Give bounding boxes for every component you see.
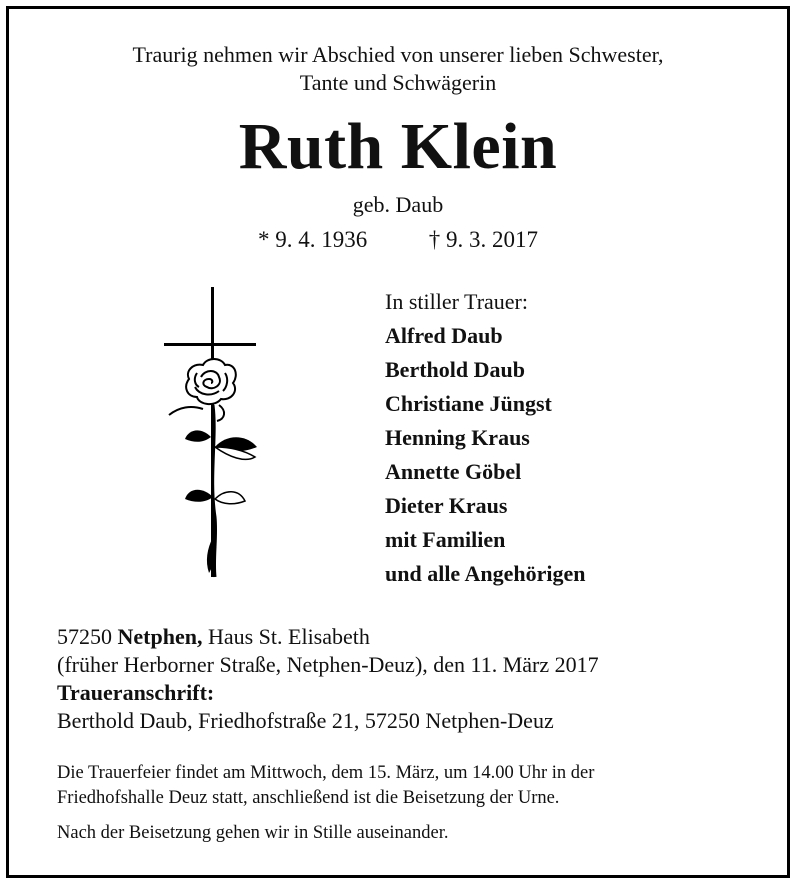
ceremony-line-2: Friedhofshalle Deuz statt, anschließend ist die Beisetzung der Urne.	[57, 788, 560, 808]
mourner-name: Berthold Daub	[385, 357, 525, 382]
mourner-name: Dieter Kraus	[385, 493, 508, 518]
mourner-name: Annette Göbel	[385, 459, 522, 484]
death-symbol: †	[428, 227, 441, 252]
mourner-families: mit Familien	[385, 527, 506, 552]
obituary-notice	[6, 6, 790, 878]
location-line-1	[57, 623, 599, 651]
cross-with-rose-icon	[159, 287, 269, 587]
mourner-name: Alfred Daub	[385, 323, 503, 348]
birth-symbol: *	[258, 227, 270, 252]
intro-text	[9, 41, 787, 97]
intro-line-1: Traurig nehmen wir Abschied von unserer lieben Schwester,	[132, 42, 664, 67]
mourner-name: Christiane Jüngst	[385, 391, 552, 416]
mourners-lead: In stiller Trauer:	[385, 289, 528, 314]
deceased-name: Ruth Klein	[238, 110, 558, 183]
mourners-list	[385, 285, 585, 591]
birth-date: 9. 4. 1936	[275, 227, 368, 252]
closing-text: Nach der Beisetzung gehen wir in Stille auseinander.	[57, 823, 449, 843]
location-block	[57, 623, 599, 735]
life-dates	[9, 227, 787, 253]
death-date: 9. 3. 2017	[446, 227, 538, 252]
birth-name: geb. Daub	[352, 192, 444, 217]
ceremony-line-1: Die Trauerfeier findet am Mittwoch, dem 15. März, um 14.00 Uhr in der	[57, 763, 595, 783]
address-heading: Traueranschrift:	[57, 680, 215, 705]
mourning-address: Berthold Daub, Friedhofstraße 21, 57250 Netphen-Deuz	[57, 708, 554, 733]
location-home: Haus St. Elisabeth	[207, 624, 370, 649]
location-zip: 57250	[57, 624, 112, 649]
mourner-name: Henning Kraus	[385, 425, 530, 450]
location-line-2: (früher Herborner Straße, Netphen-Deuz), den 11. März 2017	[57, 652, 599, 677]
location-city: Netphen,	[117, 624, 203, 649]
ceremony-text	[57, 761, 594, 811]
ceremony-notice	[57, 761, 594, 856]
mourner-relatives: und alle Angehörigen	[385, 561, 586, 586]
intro-line-2: Tante und Schwägerin	[299, 70, 497, 95]
